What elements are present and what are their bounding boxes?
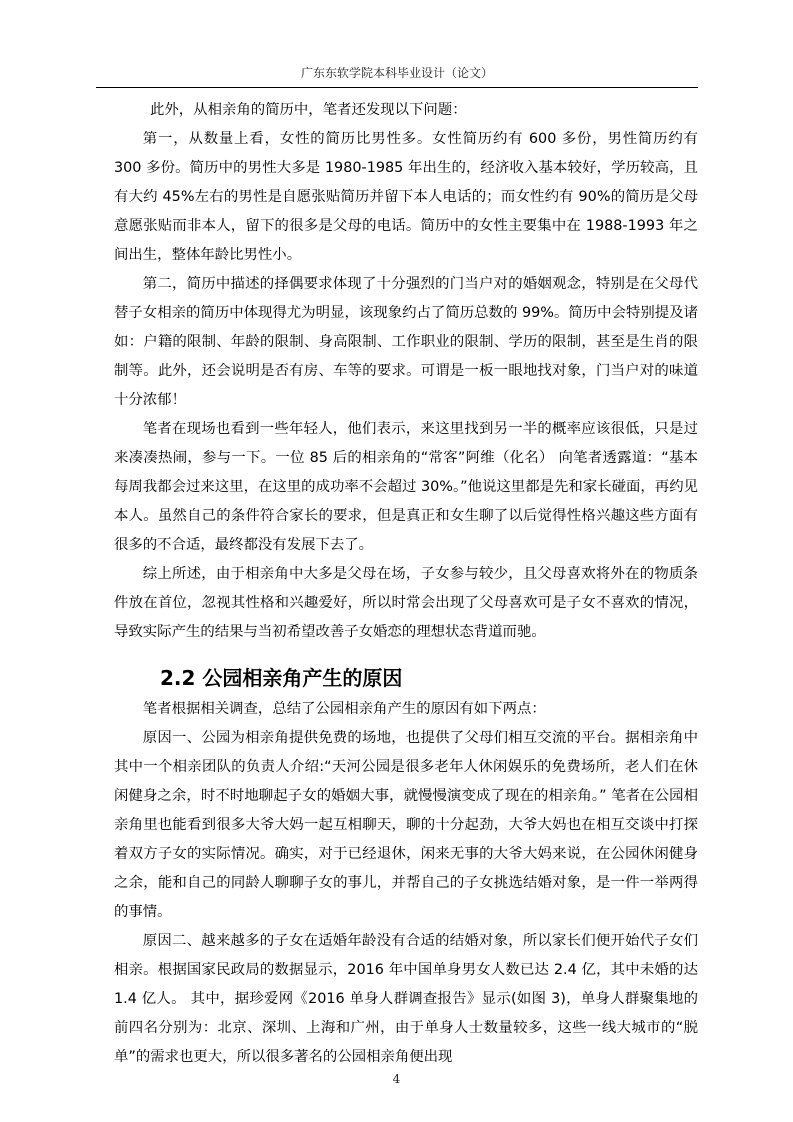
paragraph: 第二，简历中描述的择偶要求体现了十分强烈的门当户对的婚姻观念，特别是在父母代替子女相亲的简历中体现得尤为明显，该现象约占了简历总数的 99%。简历中会特别提及诸如：户籍的限制、年龄的限制、身高限制、工作职业的限制、学历的限制，甚至是生肖的限制等。此外，还会说明是否有房、车等的要求。可谓是一板一眼地找对象，门当户对的味道十分浓郁！	[114, 276, 698, 408]
paragraph: 原因一、公园为相亲角提供免费的场地，也提供了父母们相互交流的平台。据相亲角中其中一个相亲团队的负责人介绍:“天河公园是很多老年人休闲娱乐的免费场所，老人们在休闲健身之余，时不时地聊起子女的婚姻大事，就慢慢演变成了现在的相亲角。” 笔者在公园相亲角里也能看到很多大爷大妈一起互相聊天，聊的十分起劲，大爷大妈也在相互交谈中打探着双方子女的实际情况。确实，对于已经退休，闲来无事的大爷大妈来说，在公园休闲健身之余，能和自己的同龄人聊聊子女的事儿，并帮自己的子女挑选结婚对象，是一件一举两得的事情。	[114, 730, 698, 920]
page-number: 4	[392, 1072, 401, 1086]
paragraph: 笔者根据相关调查，总结了公园相亲角产生的原因有如下两点：	[142, 701, 546, 717]
paragraph: 此外，从相亲角的简历中，笔者还发现以下问题：	[150, 102, 467, 118]
paragraph: 第一，从数量上看，女性的简历比男性多。女性简历约有 600 多份，男性简历约有 300 多份。简历中的男性大多是 1980-1985 年出生的，经济收入基本较好，学历较高，且有大约 45%左右的男性是自愿张贴简历并留下本人电话的；而女性约有 90%的简历是父母意愿张贴而非本人，留下的很多是父母的电话。简历中的女性主要集中在 1988-1993 年之间出生，整体年龄比男性小。	[114, 131, 698, 263]
paragraph: 原因二、越来越多的子女在适婚年龄没有合适的结婚对象，所以家长们便开始代子女们相亲。根据国家民政局的数据显示，2016 年中国单身男女人数已达 2.4 亿，其中未婚的达 1.4 亿人。 其中，据珍爱网《2016 单身人群调查报告》显示(如图 3)，单身人群聚集地的前四名分别为：北京、深圳、上海和广州，由于单身人士数量较多，这些一线大城市的“脱单”的需求也更大，所以很多著名的公园相亲角便出现	[114, 933, 698, 1065]
paragraph: 综上所述，由于相亲角中大多是父母在场，子女参与较少，且父母喜欢将外在的物质条件放在首位，忽视其性格和兴趣爱好，所以时常会出现了父母喜欢可是子女不喜欢的情况，导致实际产生的结果与当初希望改善子女婚恋的理想状态背道而驰。	[114, 566, 698, 640]
paragraph: 笔者在现场也看到一些年轻人，他们表示，来这里找到另一半的概率应该很低，只是过来凑凑热闹，参与一下。一位 85 后的相亲角的“常客”阿维（化名） 向笔者透露道：“基本每周我都会过来这里，在这里的成功率不会超过 30%。”他说这里都是先和家长碰面，再约见本人。虽然自己的条件符合家长的要求，但是真正和女生聊了以后觉得性格兴趣这些方面有很多的不合适，最终都没有发展下去了。	[114, 421, 698, 553]
page-header: 广东东软学院本科毕业设计（论文）	[96, 64, 698, 88]
section-heading: 2.2 公园相亲角产生的原因	[160, 666, 403, 690]
page-body	[114, 96, 698, 1072]
